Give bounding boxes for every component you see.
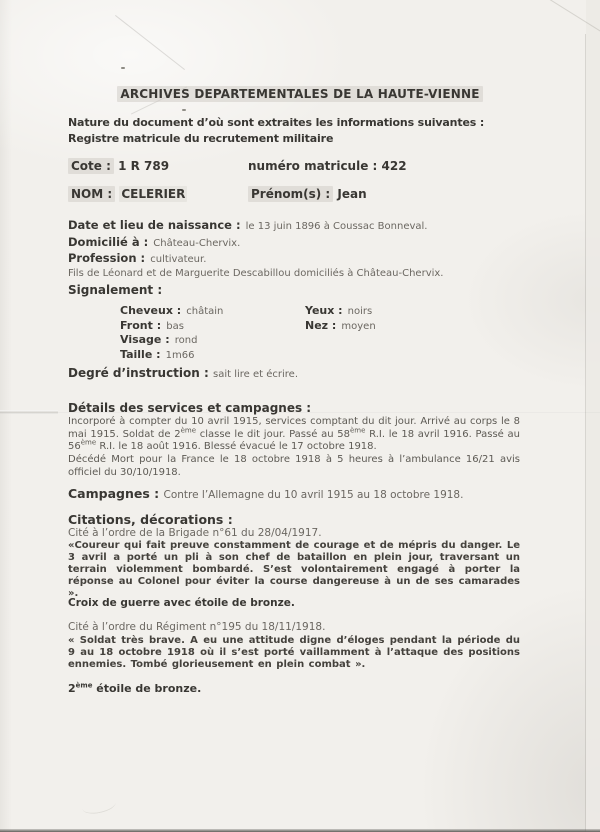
instruction-value: sait lire et écrire. (212, 369, 298, 380)
nature-value: Registre matricule du recrutement militaire (68, 132, 334, 145)
yeux-label: Yeux : (305, 304, 343, 317)
signalement-row-4 (68, 343, 520, 361)
profession-value: cultivateur. (150, 254, 207, 265)
signalement-row-1 (68, 299, 520, 317)
signalement-row-2 (68, 314, 520, 332)
nez-value: moyen (341, 320, 376, 332)
front-value: bas (166, 320, 184, 332)
domicile-value: Château-Chervix. (153, 237, 241, 249)
instruction-line (68, 366, 520, 380)
taille-label: Taille : (120, 347, 161, 361)
signalement-block (68, 299, 520, 361)
services-deces: Décédé Mort pour la France le 18 octobre 1918 à 5 heures à l’ambulance 16/21 avis officiel du 30/10/1918. (68, 454, 520, 478)
reference-row (68, 159, 520, 173)
naissance-label: Date et lieu de naissance : (68, 218, 241, 232)
staple-mark-2 (182, 109, 186, 111)
matricule-label: numéro matricule : (248, 159, 378, 173)
front-label: Front : (120, 318, 162, 332)
nom-field (68, 187, 248, 201)
signalement-heading: Signalement : (68, 283, 163, 297)
identity-row (68, 187, 520, 201)
nature-block (68, 115, 558, 147)
prenom-label: Prénom(s) : (248, 186, 333, 202)
decoration2: 2ème étoile de bronze. (68, 681, 202, 695)
domicile-label: Domicilié à : (68, 234, 149, 249)
citations-heading: Citations, décorations : (68, 512, 233, 527)
naissance-line (68, 217, 520, 234)
campagnes-label: Campagnes : (68, 486, 160, 501)
etat-civil-block (68, 217, 520, 280)
taille-value: 1m66 (165, 349, 195, 361)
cheveux-value: châtain (186, 306, 224, 317)
scanner-right-strip (586, 0, 600, 832)
services-historique: Incorporé à compter du 10 avril 1915, services comptant du dit jour. Arrivé au corps le 8 mai 1915. Soldat de 2ème classe le dit jour. Passé au 58ème R.I. le 18 avril 1916. Passé au 56ème R.I. le 18 août 1916. Blessé évacué le 17 octobre 1918. (68, 416, 520, 453)
domicile-line (68, 234, 520, 251)
visage-value: rond (174, 335, 198, 346)
cote-value: 1 R 789 (118, 159, 170, 173)
nom-label: NOM : (68, 186, 115, 202)
citation2-text: « Soldat très brave. A eu une attitude digne d’éloges pendant la période du 9 au 18 octobre 1918 où il s’est porté vaillamment à l’attaque des positions ennemies. Tombé glorieusement en plein combat ». (68, 635, 520, 670)
cote-label: Cote : (68, 158, 114, 174)
services-heading: Détails des services et campagnes : (68, 401, 312, 415)
profession-line (68, 250, 520, 267)
visage-label: Visage : (120, 333, 170, 346)
campagnes-value: Contre l’Allemagne du 10 avril 1915 au 18 octobre 1918. (163, 489, 464, 501)
instruction-label: Degré d’instruction : (68, 366, 209, 380)
citation1-text: «Coureur qui fait preuve constamment de courage et de mépris du danger. Le 3 avril a porté un pli à son chef de bataillon en plein jour, traversant un terrain violemment bombardé. S’est volontairement engagé à porter la réponse au Colonel pour éviter la course dangereuse à un de ses camarades ». (68, 540, 520, 599)
document-title (0, 87, 600, 101)
staple-mark (121, 67, 125, 69)
citation2-reference: Cité à l’ordre du Régiment n°195 du 18/11/1918. (68, 621, 326, 633)
filiation-line: Fils de Léonard et de Marguerite Descabillou domiciliés à Château-Chervix. (68, 267, 444, 279)
paper-fold-middle (0, 410, 58, 414)
nom-value: CELERIER (121, 187, 186, 201)
matricule-value: 422 (381, 159, 407, 173)
yeux-value: noirs (347, 306, 373, 317)
cote-field (68, 159, 248, 173)
paper-right-edge (585, 34, 586, 832)
nez-label: Nez : (305, 318, 337, 332)
paper-crease-top-left (115, 15, 185, 70)
profession-label: Profession : (68, 251, 146, 265)
citation1-reference: Cité à l’ordre de la Brigade n°61 du 28/04/1917. (68, 527, 322, 539)
prenom-value: Jean (337, 187, 367, 201)
decoration1: Croix de guerre avec étoile de bronze. (68, 597, 295, 609)
matricule-field (248, 159, 407, 173)
pencil-mark (81, 795, 117, 817)
cheveux-label: Cheveux : (120, 304, 182, 317)
nature-label: Nature du document d’où sont extraites les informations suivantes : (68, 116, 485, 129)
naissance-value: le 13 juin 1896 à Coussac Bonneval. (245, 221, 428, 232)
document-title-text: ARCHIVES DEPARTEMENTALES DE LA HAUTE-VIENNE (117, 86, 482, 102)
campagnes-line (68, 486, 520, 501)
signalement-row-3 (68, 328, 520, 346)
prenom-field (248, 187, 367, 201)
